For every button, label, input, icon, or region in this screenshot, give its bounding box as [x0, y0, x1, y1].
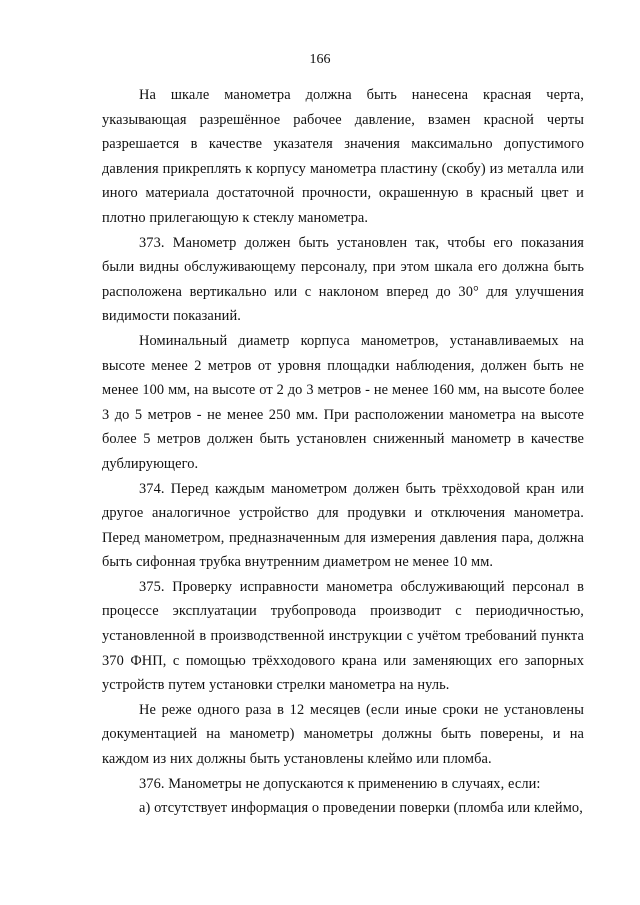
page-number: 166 [309, 52, 331, 67]
paragraph-376-not-allowed: 376. Манометры не допускаются к применению в случаях, если: [139, 775, 541, 792]
paragraph-pressure-gauge-red-line: На шкале манометра должна быть нанесена красная черта, указывающая разрешённое рабочее давление, взамен красной черты разрешается в качестве указателя значения максимально допустимого давления прикреплять к корпусу манометра пластину (скобу) из металла или иного материала достаточной прочности, окрашенную в красный цвет и плотно прилегающую к стеклу манометра. [102, 87, 584, 226]
paragraph-374-three-way-valve: 374. Перед каждым манометром должен быть трёхходовой кран или другое аналогичное устройство для продувки и отключения манометра. Перед манометром, предназначенным для измерения давления пара, должна быть сифонная трубка внутренним диаметром не менее 10 мм. [102, 480, 584, 571]
paragraph-item-a: а) отсутствует информация о проведении поверки (пломба или клеймо, [139, 800, 583, 817]
paragraph-nominal-diameter: Номинальный диаметр корпуса манометров, устанавливаемых на высоте менее 2 метров от уровня площадки наблюдения, должен быть не менее 100 мм, на высоте от 2 до 3 метров - не менее 160 мм, на высоте более 3 до 5 метров - не менее 250 мм. При расположении манометра на высоте более 5 метров должен быть установлен сниженный манометр в качестве дублирующего. [102, 332, 584, 472]
paragraph-373-gauge-installation: 373. Манометр должен быть установлен так, чтобы его показания были видны обслуживающему персоналу, при этом шкала его должна быть расположена вертикально или с наклоном вперед до 30° для улучшения видимости показаний. [102, 234, 584, 325]
page-body [102, 83, 584, 821]
paragraph-verification-period: Не реже одного раза в 12 месяцев (если иные сроки не установлены документацией на манометр) манометры должны быть поверены, и на каждом из них должны быть установлены клеймо или пломба. [102, 701, 584, 768]
paragraph-375-gauge-check: 375. Проверку исправности манометра обслуживающий персонал в процессе эксплуатации трубопровода производит с периодичностью, установленной в производственной инструкции с учётом требований пункта 370 ФНП, с помощью трёхходового крана или заменяющих его запорных устройств путем установки стрелки манометра на нуль. [102, 578, 584, 694]
